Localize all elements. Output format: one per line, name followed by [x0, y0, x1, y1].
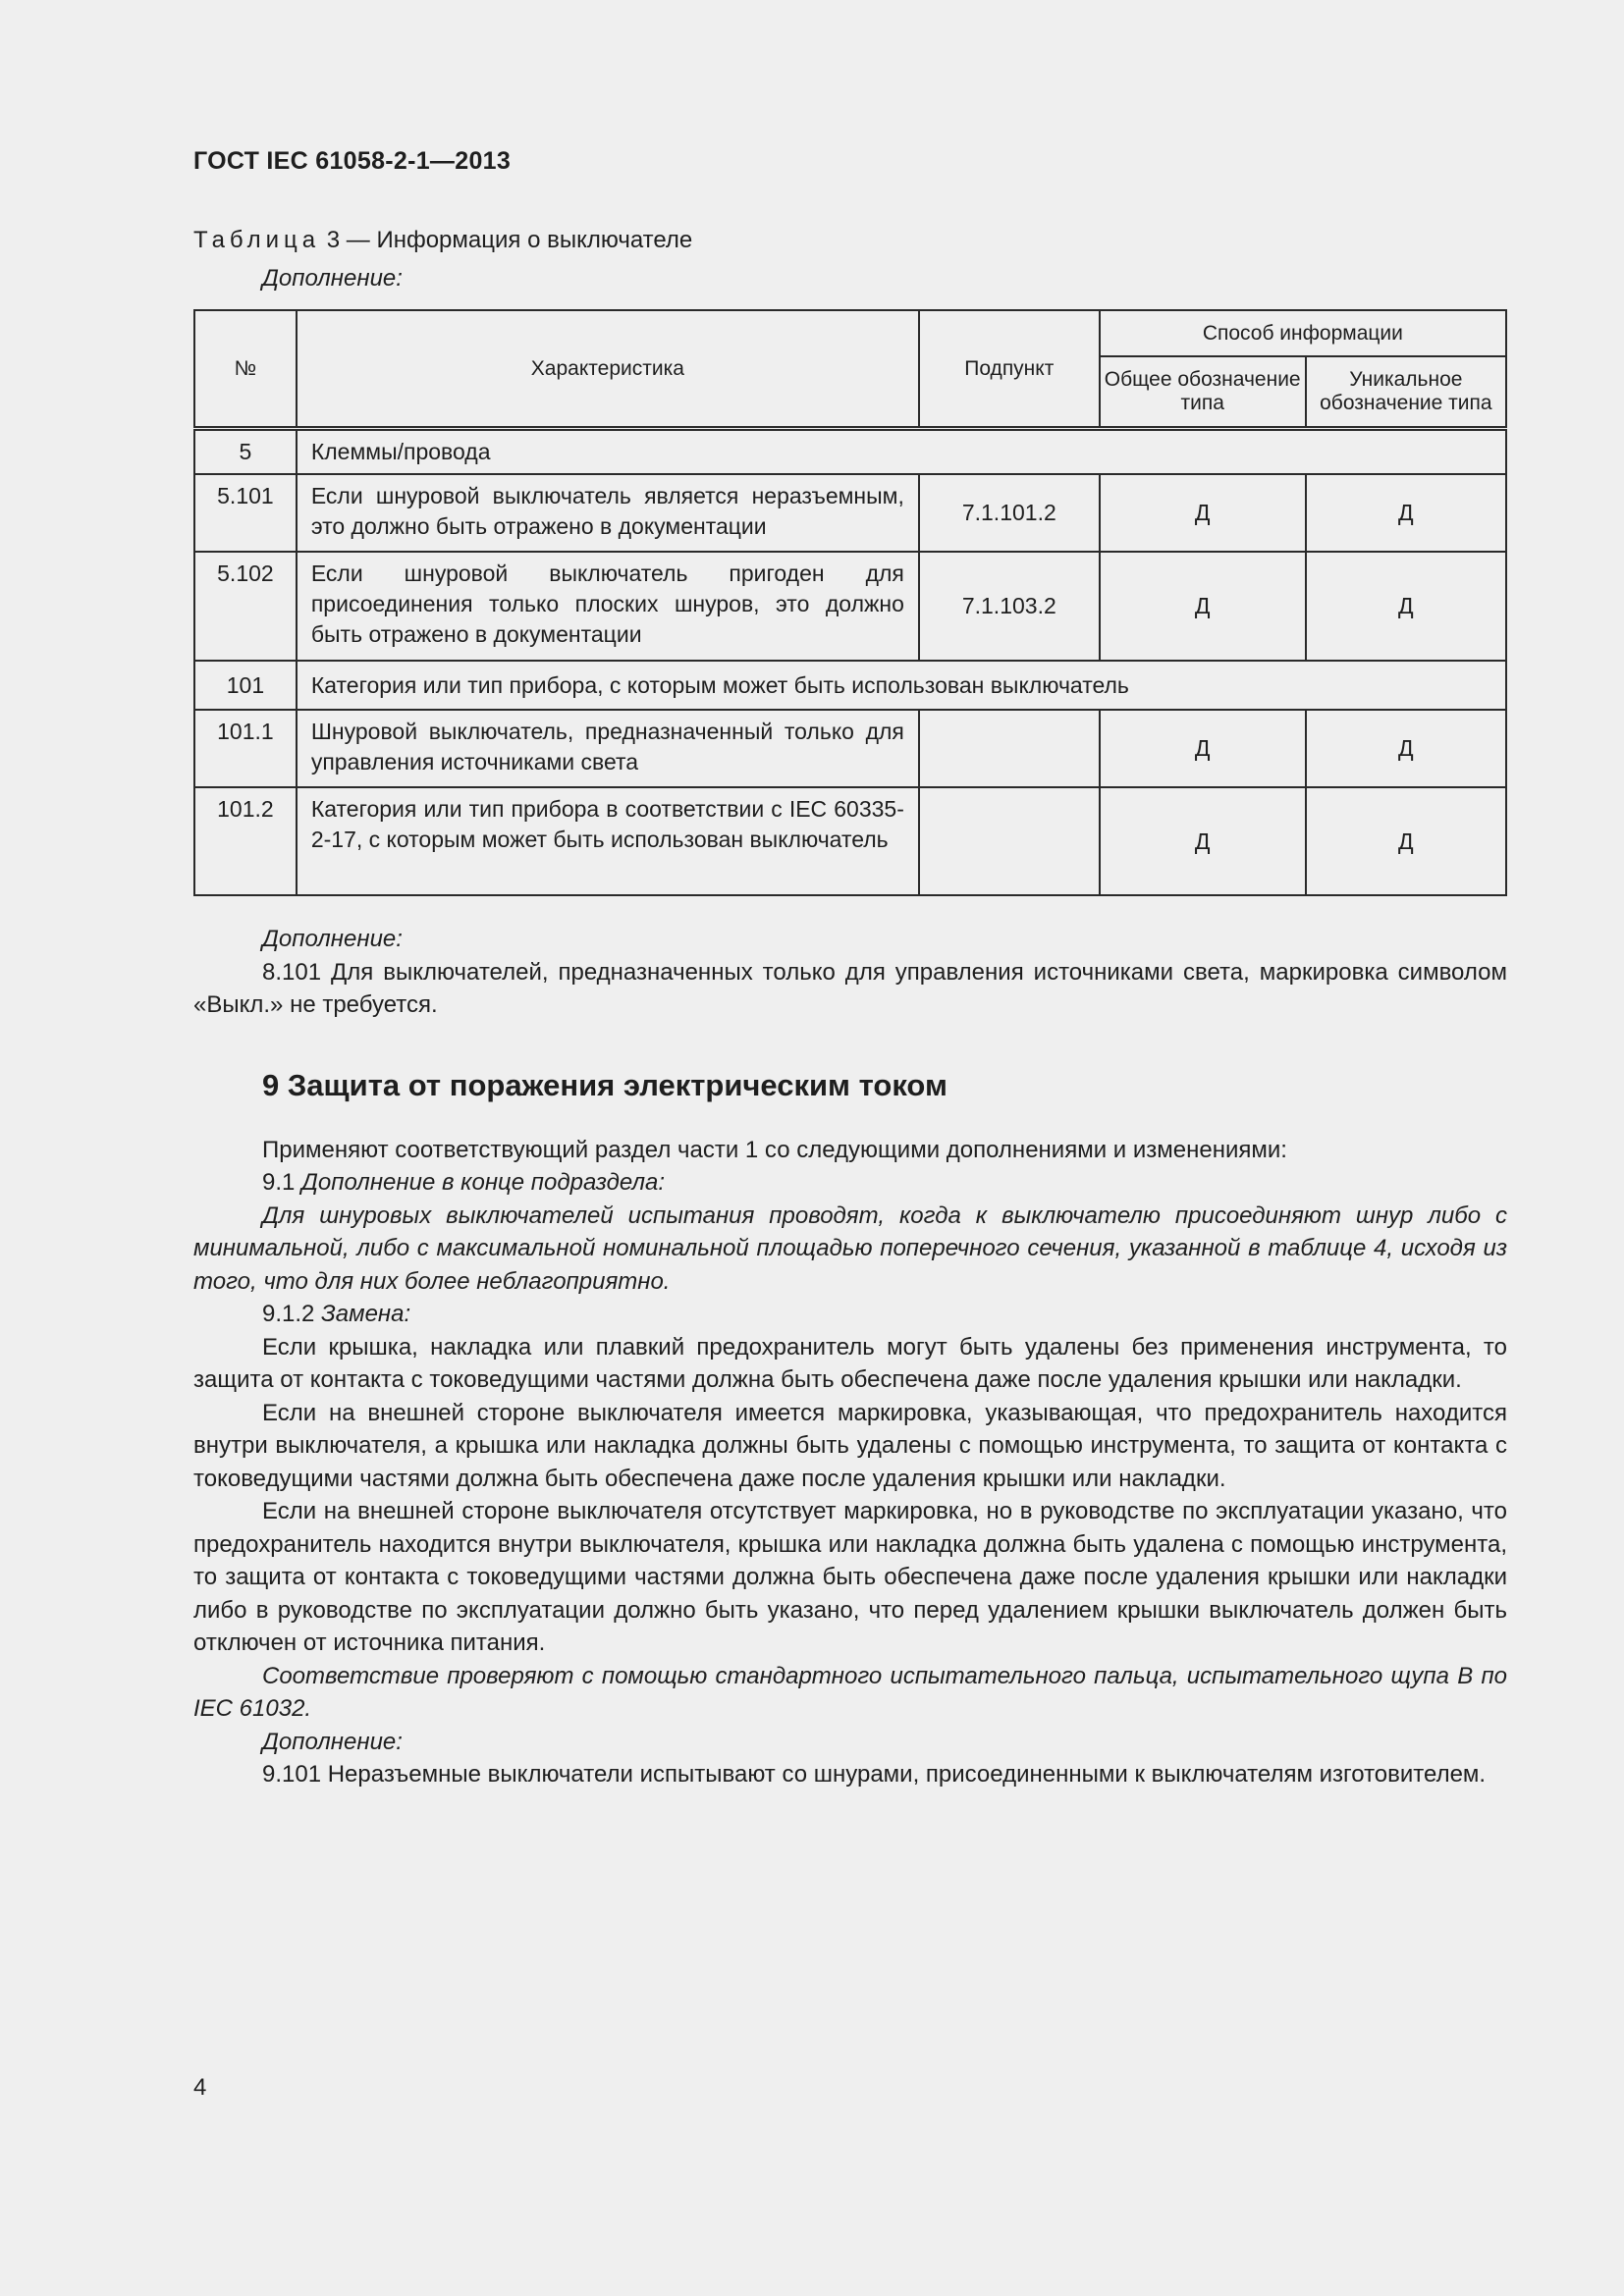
table-caption-label: Таблица — [193, 227, 321, 253]
document-code-header: ГОСТ IEC 61058-2-1—2013 — [193, 147, 512, 175]
clause-label: Дополнение в конце подраздела: — [301, 1169, 666, 1196]
page-number: 4 — [193, 2074, 207, 2101]
table-row — [194, 787, 1506, 895]
paragraph-marking-absent: Если на внешней стороне выключателя отсутствует маркировка, но в руководстве по эксплуатации указано, что предохранитель находится внутри выключателя, крышка или накладка должна быть удалена с помощью инструмента, то защита от контакта с токоведущими частями должна быть обеспечена даже после удаления крышки или накладки либо в руководстве по эксплуатации должно быть указано, что перед удалением крышки выключатель должен быть отключен от источника питания. — [193, 1498, 1507, 1656]
table-row — [194, 552, 1506, 661]
compliance-check: Соответствие проверяют с помощью стандартного испытательного пальца, испытательного щупа B по IEC 61032. — [193, 1662, 1507, 1722]
row-number: 101.2 — [194, 787, 297, 895]
row-number: 5 — [194, 429, 297, 475]
row-general-designation: Д — [1100, 787, 1306, 895]
row-number: 5.101 — [194, 474, 297, 552]
row-subclause: 7.1.103.2 — [919, 552, 1100, 661]
table-caption-title: 3 — Информация о выключателе — [320, 227, 693, 253]
table-row — [194, 710, 1506, 787]
row-characteristic: Категория или тип прибора, с которым может быть использован выключатель — [297, 661, 1506, 710]
addition-label: Дополнение: — [262, 1728, 403, 1755]
section-9-heading: 9 Защита от поражения электрическим током — [262, 1067, 947, 1102]
clause-label: Замена: — [321, 1301, 411, 1327]
table-caption — [193, 227, 692, 254]
row-characteristic: Если шнуровой выключатель пригоден для присоединения только плоских шнуров, это должно быть отражено в документации — [297, 552, 919, 661]
row-unique-designation: Д — [1306, 787, 1506, 895]
row-subclause — [919, 710, 1100, 787]
table-row — [194, 474, 1506, 552]
row-subclause: 7.1.101.2 — [919, 474, 1100, 552]
row-unique-designation: Д — [1306, 474, 1506, 552]
section-9-intro: Применяют соответствующий раздел части 1 со следующими дополнениями и изменениями: — [262, 1136, 1287, 1163]
table-addition-label: Дополнение: — [262, 265, 403, 292]
clause-number: 9.1.2 — [262, 1301, 322, 1327]
header-unique-designation: Уникальное обозначение типа — [1306, 356, 1506, 429]
clause-number: 9.1 — [262, 1169, 302, 1196]
document-body — [193, 923, 1507, 1791]
paragraph-9-1-text: Для шнуровых выключателей испытания проводят, когда к выключателю присоединяют шнур либо с минимальной, либо с максимальной номинальной площадью поперечного сечения, указанной в таблице 4, исходя из того, что для них более неблагоприятно. — [193, 1201, 1507, 1295]
row-number: 101.1 — [194, 710, 297, 787]
row-general-designation: Д — [1100, 474, 1306, 552]
header-no: № — [194, 310, 297, 429]
switch-information-table — [193, 309, 1507, 896]
row-subclause — [919, 787, 1100, 895]
paragraph-cover-removal: Если крышка, накладка или плавкий предохранитель могут быть удалены без применения инструмента, то защита от контакта с токоведущими частями должна быть обеспечена даже после удаления крышки или накладки. — [193, 1333, 1507, 1393]
paragraph-9-101: 9.101 Неразъемные выключатели испытывают со шнурами, присоединенными к выключателям изготовителем. — [262, 1761, 1487, 1788]
paragraph-8-101: 8.101 Для выключателей, предназначенных только для управления источниками света, маркировка символом «Выкл.» не требуется. — [193, 958, 1507, 1018]
row-general-designation: Д — [1100, 552, 1306, 661]
row-characteristic: Шнуровой выключатель, предназначенный только для управления источниками света — [297, 710, 919, 787]
row-unique-designation: Д — [1306, 552, 1506, 661]
row-general-designation: Д — [1100, 710, 1306, 787]
table-row — [194, 661, 1506, 710]
row-number: 101 — [194, 661, 297, 710]
paragraph-marking-present: Если на внешней стороне выключателя имеется маркировка, указывающая, что предохранитель находится внутри выключателя, а крышка или накладка должны быть удалены с помощью инструмента, то защита от контакта с токоведущими частями должна быть обеспечена даже после удаления крышки или накладки. — [193, 1399, 1507, 1492]
header-characteristic: Характеристика — [297, 310, 919, 429]
paragraph-9-1 — [193, 1166, 1507, 1200]
header-info-method: Способ информации — [1100, 310, 1506, 356]
row-characteristic: Если шнуровой выключатель является неразъемным, это должно быть отражено в документации — [297, 474, 919, 552]
header-subclause: Подпункт — [919, 310, 1100, 429]
row-unique-designation: Д — [1306, 710, 1506, 787]
addition-label: Дополнение: — [262, 926, 403, 952]
paragraph-9-1-2 — [193, 1298, 1507, 1331]
table-row — [194, 429, 1506, 475]
row-characteristic: Клеммы/провода — [297, 429, 1506, 475]
header-general-designation: Общее обозначение типа — [1100, 356, 1306, 429]
row-number: 5.102 — [194, 552, 297, 661]
row-characteristic: Категория или тип прибора в соответствии с IEC 60335-2-17, с которым может быть использован выключатель — [297, 787, 919, 895]
